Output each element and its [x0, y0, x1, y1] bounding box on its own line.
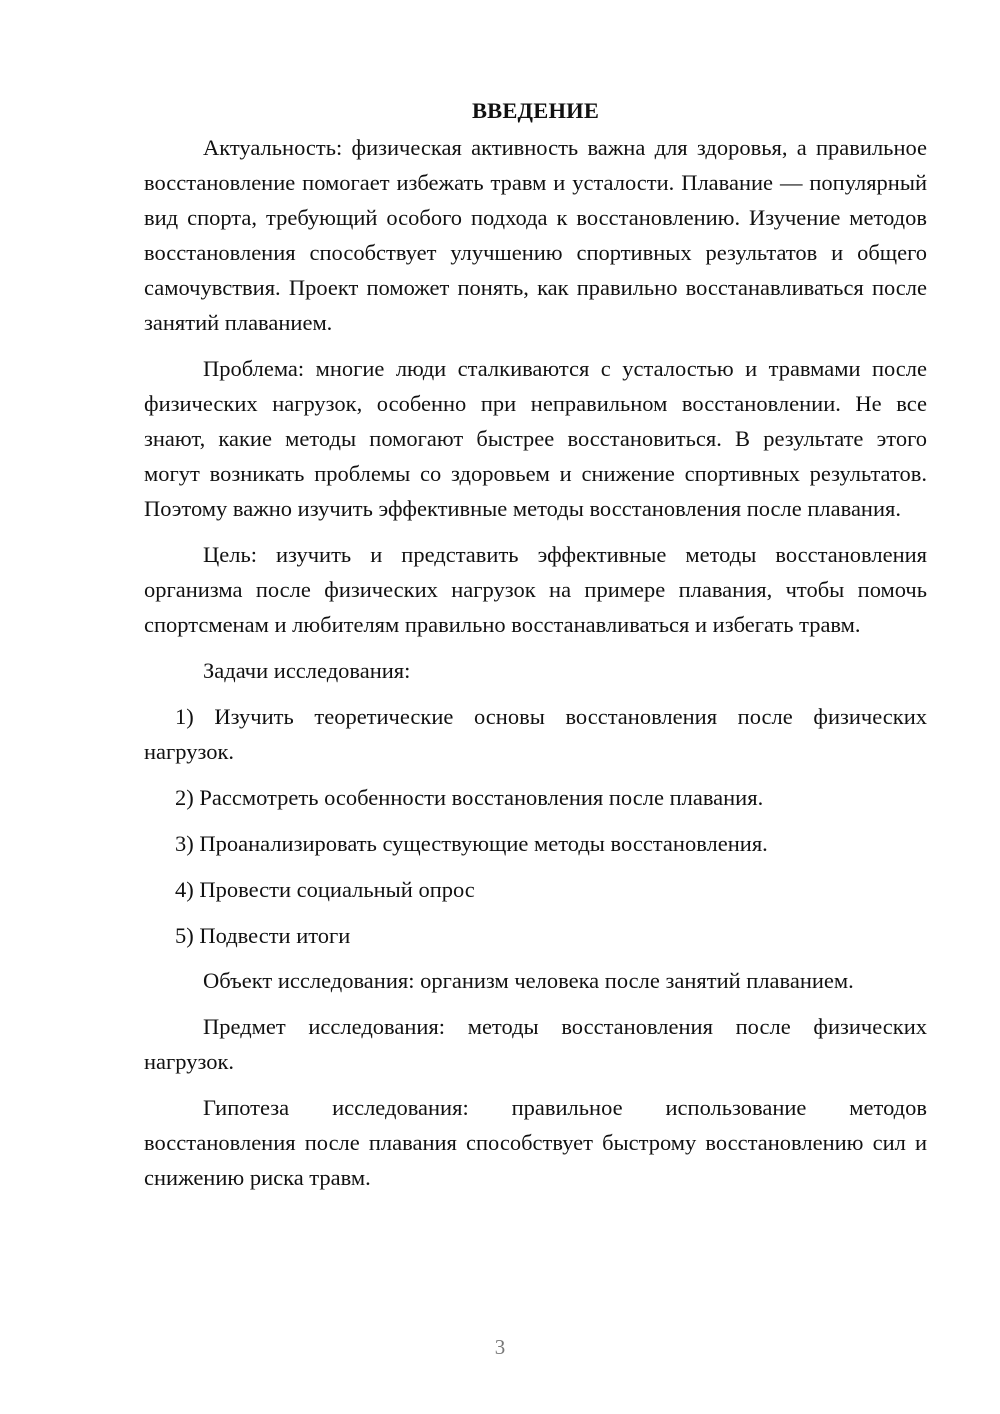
paragraph-subject: Предмет исследования: методы восстановления после физических нагрузок. [144, 1014, 927, 1074]
paragraph-hypothesis: Гипотеза исследования: правильное использование методов восстановления после плавания способствует быстрому восстановлению сил и снижению риска травм. [144, 1095, 927, 1190]
task-item-2: 2) Рассмотреть особенности восстановления после плавания. [175, 785, 764, 810]
page-number: 3 [494, 1335, 506, 1359]
document-body [144, 93, 927, 1195]
paragraph-problem: Проблема: многие люди сталкиваются с усталостью и травмами после физических нагрузок, особенно при неправильном восстановлении. Не все знают, какие методы помогают быстрее восстановиться. В результате этого могут возникать проблемы со здоровьем и снижение спортивных результатов. Поэтому важно изучить эффективные методы восстановления после плавания. [144, 356, 927, 521]
task-item-3: 3) Проанализировать существующие методы восстановления. [175, 831, 768, 856]
task-item-1: 1) Изучить теоретические основы восстановления после физических нагрузок. [144, 704, 927, 764]
paragraph-object: Объект исследования: организм человека после занятий плаванием. [203, 968, 854, 993]
paragraph-relevance: Актуальность: физическая активность важна для здоровья, а правильное восстановление помогает избежать травм и усталости. Плавание — популярный вид спорта, требующий особого подхода к восстановлению. Изучение методов восстановления способствует улучшению спортивных результатов и общего самочувствия. Проект поможет понять, как правильно восстанавливаться после занятий плаванием. [144, 135, 927, 335]
paragraph-goal: Цель: изучить и представить эффективные методы восстановления организма после физических нагрузок на примере плавания, чтобы помочь спортсменам и любителям правильно восстанавливаться и избегать травм. [144, 542, 927, 637]
section-title: ВВЕДЕНИЕ [471, 98, 600, 123]
task-item-4: 4) Провести социальный опрос [175, 877, 475, 902]
task-item-5: 5) Подвести итоги [175, 923, 351, 948]
tasks-heading: Задачи исследования: [203, 658, 411, 683]
